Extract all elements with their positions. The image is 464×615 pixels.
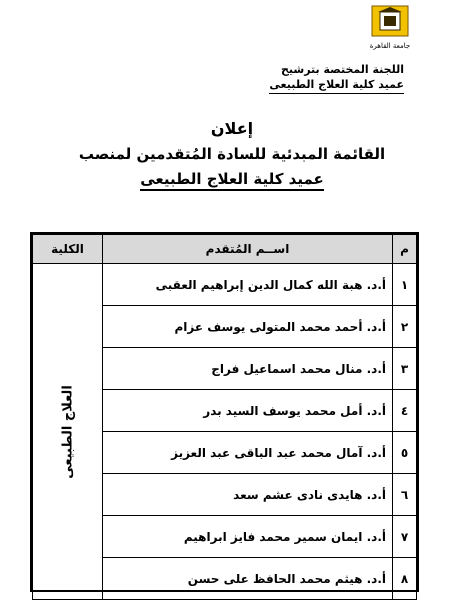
applicant-name: أ.د. منال محمد اسماعيل فراج — [103, 348, 393, 390]
announcement-title: إعلان — [210, 119, 254, 138]
row-number: ٦ — [393, 474, 417, 516]
row-number: ٤ — [393, 390, 417, 432]
header-number: م — [393, 235, 417, 264]
applicant-name: أ.د. هبة الله كمال الدين إبراهيم العقبى — [103, 264, 393, 306]
header-name: اســم المُتقدم — [103, 235, 393, 264]
announcement-position: عميد كلية العلاج الطبيعى — [140, 170, 324, 191]
committee-line-2: عميد كلية العلاج الطبيعى — [269, 77, 404, 94]
applicant-name: أ.د. آمال محمد عبد الباقى عبد العزيز — [103, 432, 393, 474]
logo-caption: جامعة القاهرة — [369, 42, 411, 50]
row-number: ٥ — [393, 432, 417, 474]
table-row — [33, 264, 417, 306]
faculty-cell — [33, 264, 103, 600]
table-header-row — [33, 235, 417, 264]
announcement-subtitle: القائمة المبدئية للسادة المُتقدمين لمنصب — [78, 145, 386, 163]
committee-header — [254, 62, 404, 94]
applicant-name: أ.د. هيثم محمد الحافظ على حسن — [103, 558, 393, 600]
row-number: ٣ — [393, 348, 417, 390]
announcement-titles — [0, 118, 464, 190]
applicant-name: أ.د. أحمد محمد المتولى يوسف عزام — [103, 306, 393, 348]
university-logo — [368, 4, 412, 56]
row-number: ١ — [393, 264, 417, 306]
committee-line-1: اللجنة المختصة بترشيح — [280, 63, 404, 76]
applicant-name: أ.د. ايمان سمير محمد فايز ابراهيم — [103, 516, 393, 558]
applicant-name: أ.د. هايدى نادى عشم سعد — [103, 474, 393, 516]
faculty-label: العلاج الطبيعى — [60, 384, 75, 479]
row-number: ٢ — [393, 306, 417, 348]
applicants-table — [30, 232, 419, 592]
row-number: ٧ — [393, 516, 417, 558]
header-faculty: الكلية — [33, 235, 103, 264]
applicant-name: أ.د. أمل محمد يوسف السيد بدر — [103, 390, 393, 432]
row-number: ٨ — [393, 558, 417, 600]
